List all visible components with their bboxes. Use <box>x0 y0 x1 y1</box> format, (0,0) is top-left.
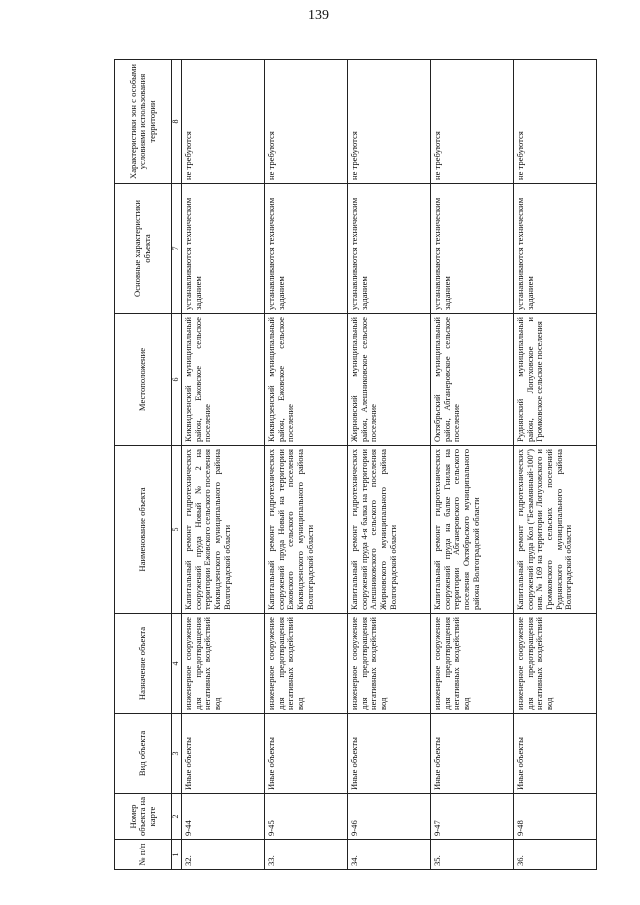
object-purpose: инженерное сооружение для предотвращения негативных воздействий вод <box>265 614 348 714</box>
header-cell: № п/п <box>115 840 172 870</box>
row-number: 35. <box>431 840 514 870</box>
rotated-table-container <box>114 60 640 870</box>
map-number: 9-46 <box>348 794 431 840</box>
column-number: 8 <box>172 60 182 184</box>
zone-characteristics: не требуются <box>265 60 348 184</box>
row-number: 33. <box>265 840 348 870</box>
column-number: 3 <box>172 714 182 794</box>
object-kind: Иные объекты <box>431 714 514 794</box>
object-location: Жирновский муниципальный район, Алешниковское сельское поселение <box>348 314 431 446</box>
header-cell: Номер объекта на карте <box>115 794 172 840</box>
object-name: Капитальный ремонт гидротехнических сооружений пруда Новый № 2 на территории Ежовского сельского поселения Киквидзенского муниципального района Волгоградской области <box>182 446 265 614</box>
object-kind: Иные объекты <box>182 714 265 794</box>
object-purpose: инженерное сооружение для предотвращения негативных воздействий вод <box>182 614 265 714</box>
object-kind: Иные объекты <box>265 714 348 794</box>
column-number: 6 <box>172 314 182 446</box>
object-purpose: инженерное сооружение для предотвращения негативных воздействий вод <box>514 614 597 714</box>
object-location: Киквидзенский муниципальный район, Ежовское сельское поселение <box>182 314 265 446</box>
table-row <box>348 60 431 870</box>
map-number: 9-45 <box>265 794 348 840</box>
object-purpose: инженерное сооружение для предотвращения негативных воздействий вод <box>431 614 514 714</box>
objects-table <box>114 59 597 870</box>
table-row <box>514 60 597 870</box>
table-row <box>431 60 514 870</box>
header-cell: Местоположение <box>115 314 172 446</box>
object-characteristics: устанавливаются техническим заданием <box>265 184 348 314</box>
table-row <box>182 60 265 870</box>
zone-characteristics: не требуются <box>431 60 514 184</box>
zone-characteristics: не требуются <box>348 60 431 184</box>
object-characteristics: устанавливаются техническим заданием <box>182 184 265 314</box>
zone-characteristics: не требуются <box>182 60 265 184</box>
object-kind: Иные объекты <box>348 714 431 794</box>
object-name: Капитальный ремонт гидротехнических сооружений пруда Кол ("Безымянный-100") инв. № 169 на территории Лопуховского и Громковского сельских поселений Руднянского муниципального района Волгоградской области <box>514 446 597 614</box>
header-row <box>115 60 172 870</box>
map-number: 9-44 <box>182 794 265 840</box>
object-characteristics: устанавливаются техническим заданием <box>431 184 514 314</box>
object-location: Киквидзенский муниципальный район, Ежовское сельское поселение <box>265 314 348 446</box>
column-number: 5 <box>172 446 182 614</box>
map-number: 9-47 <box>431 794 514 840</box>
zone-characteristics: не требуются <box>514 60 597 184</box>
object-characteristics: устанавливаются техническим заданием <box>514 184 597 314</box>
column-number: 2 <box>172 794 182 840</box>
table-row <box>265 60 348 870</box>
column-number: 7 <box>172 184 182 314</box>
page-number: 139 <box>308 8 329 23</box>
header-cell: Характеристики зон с особыми условиями использования территории <box>115 60 172 184</box>
header-cell: Основные характеристики объекта <box>115 184 172 314</box>
object-characteristics: устанавливаются техническим заданием <box>348 184 431 314</box>
object-purpose: инженерное сооружение для предотвращения негативных воздействий вод <box>348 614 431 714</box>
column-numbers-row <box>172 60 182 870</box>
row-number: 34. <box>348 840 431 870</box>
map-number: 9-48 <box>514 794 597 840</box>
object-location: Октябрьский муниципальный район, Абганеровское сельское поселение <box>431 314 514 446</box>
object-name: Капитальный ремонт гидротехнических сооружений пруда на балке Гнилая на территории Абганеровского сельского поселения Октябрьского муниципального района Волгоградской области <box>431 446 514 614</box>
header-cell: Наименование объекта <box>115 446 172 614</box>
row-number: 32. <box>182 840 265 870</box>
object-name: Капитальный ремонт гидротехнических сооружений пруда Новый на территории Ежовского сельского поселения Киквидзенского муниципального района Волгоградской области <box>265 446 348 614</box>
header-cell: Назначение объекта <box>115 614 172 714</box>
object-kind: Иные объекты <box>514 714 597 794</box>
row-number: 36. <box>514 840 597 870</box>
object-name: Капитальный ремонт гидротехнических сооружений пруда 4-я балка на территории Алешниковского сельского поселения Жирновского муниципального района Волгоградской области <box>348 446 431 614</box>
column-number: 1 <box>172 840 182 870</box>
object-location: Руднянский муниципальный район, Лопуховское и Громковское сельские поселения <box>514 314 597 446</box>
header-cell: Вид объекта <box>115 714 172 794</box>
column-number: 4 <box>172 614 182 714</box>
